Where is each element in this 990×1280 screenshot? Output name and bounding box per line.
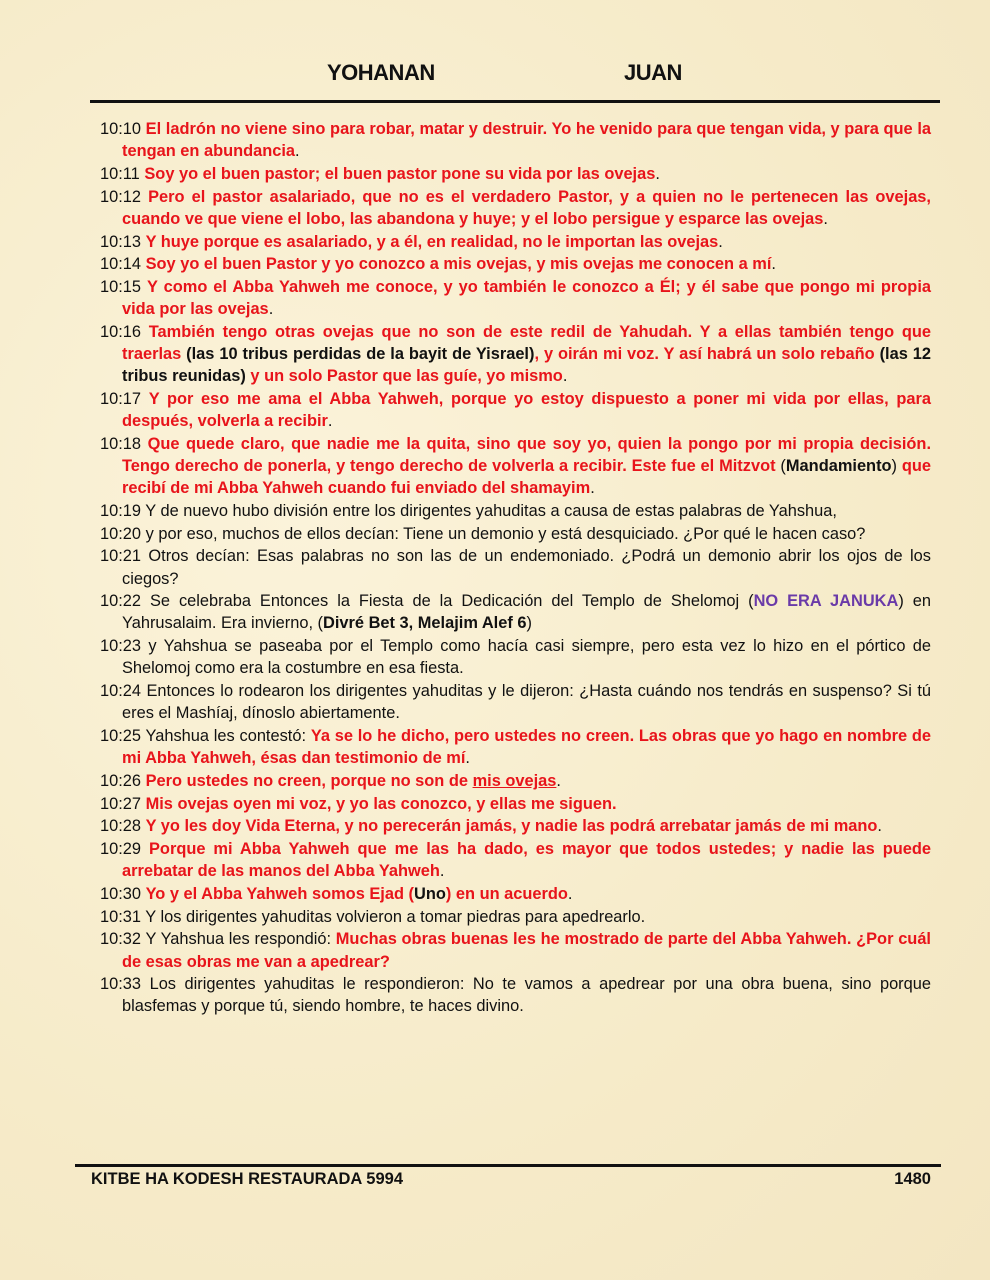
verse [100, 118, 931, 162]
verse-text-plain: ) [891, 457, 902, 476]
verse-list [100, 118, 931, 1018]
verse-ref: 10:25 [100, 726, 142, 745]
verse-ref: 10:15 [100, 277, 142, 296]
verse [100, 883, 931, 905]
verse-text-red: Pero ustedes no creen, porque no son de [145, 771, 473, 790]
verse [100, 906, 931, 928]
verse-text-plain: Otros decían: Esas palabras no son las de un endemoniado. ¿Podrá un demonio abrir los ojos de los ciegos? [122, 547, 931, 588]
verse-text-plain: . [655, 164, 660, 183]
verse-text-plain: Y de nuevo hubo división entre los dirigentes yahuditas a causa de estas palabras de Yahshua, [145, 501, 837, 520]
verse-text-plain: . [562, 367, 568, 386]
verse-text-plain: . [556, 771, 561, 790]
verse-text-red: Y por eso me ama el Abba Yahweh, porque yo estoy dispuesto a poner mi vida por ellas, para después, volverla a recibir [122, 389, 931, 431]
verse-text-red: Ya se lo he dicho, pero ustedes no creen. Las obras que yo hago en nombre de mi Abba Yahweh, ésas dan testimonio de mí [122, 726, 931, 768]
verse [100, 590, 931, 634]
verse [100, 163, 931, 185]
verse-text-red: Yo y el Abba Yahweh somos Ejad ( [145, 884, 414, 903]
verse-ref: 10:33 [100, 975, 142, 994]
verse-text-plain: . [590, 479, 595, 498]
verse [100, 388, 931, 432]
verse-ref: 10:29 [100, 840, 142, 858]
verse-text-bold: (las 12 tribus reunidas) [122, 345, 931, 386]
verse-text-plain: y Yahshua se paseaba por el Templo como hacía casi siempre, pero esta vez lo hizo en el pórtico de Shelomoj como era la costumbre en esa fiesta. [122, 637, 931, 678]
verse-ref: 10:26 [100, 771, 142, 790]
header-rule [90, 100, 940, 103]
verse [100, 725, 931, 769]
verse-text-plain: Y los dirigentes yahuditas volvieron a tomar piedras para apedrearlo. [145, 907, 646, 926]
verse [100, 186, 931, 230]
verse [100, 253, 931, 275]
page-footer [91, 1170, 931, 1189]
verse-ref: 10:10 [100, 120, 142, 138]
verse [100, 770, 931, 792]
verse [100, 680, 931, 724]
verse [100, 321, 931, 388]
verse-text-plain: y por eso, muchos de ellos decían: Tiene un demonio y está desquiciado. ¿Por qué le hacen caso? [145, 524, 866, 543]
verse-text-plain: Los dirigentes yahuditas le respondieron: No te vamos a apedrear por una obra buena, sino porque blasfemas y porque tú, siendo hombre, te haces divino. [122, 975, 931, 1016]
verse [100, 500, 931, 522]
verse-text-plain: ) [526, 614, 532, 633]
verse [100, 793, 931, 815]
verse-text-plain: . [877, 817, 882, 836]
verse-ref: 10:32 [100, 930, 142, 949]
verse-text-red: , y oirán mi voz. Y así habrá un solo rebaño [534, 345, 875, 364]
verse [100, 928, 931, 972]
verse-text-plain: . [465, 749, 470, 768]
verse [100, 545, 931, 589]
header-title-spanish: JUAN [624, 60, 682, 85]
verse-text-red: Soy yo el buen Pastor y yo conozco a mis ovejas, y mis ovejas me conocen a mí [145, 255, 772, 274]
verse-text-plain: . [295, 142, 300, 161]
verse-ref: 10:14 [100, 255, 142, 274]
verse-ref: 10:21 [100, 547, 142, 566]
verse-ref: 10:30 [100, 884, 142, 903]
verse-text-plain: . [718, 232, 723, 251]
header-title-hebrew: YOHANAN [327, 60, 435, 85]
verse-ref: 10:12 [100, 187, 142, 206]
verse-text-plain: . [268, 300, 274, 319]
verse [100, 635, 931, 679]
verse-text-red: Y huye porque es asalariado, y a él, en realidad, no le importan las ovejas [145, 232, 719, 251]
page-number: 1480 [894, 1170, 931, 1188]
verse-text-red: Que quede claro, que nadie me la quita, sino que soy yo, quien la pongo por mi propia decisión. Tengo derecho de ponerla, y tengo derecho de volverla a recibir. Este fue el Mitzvot [122, 434, 931, 476]
verse-text-plain: . [567, 884, 573, 903]
verse-text-bold: (las 10 tribus perdidas de la bayit de Yisrael) [181, 345, 535, 364]
verse-text-red: y un solo Pastor que las guíe, yo mismo [245, 367, 563, 386]
verse-text-purple: NO ERA JANUKA [753, 592, 899, 611]
verse-text-plain: . [771, 255, 776, 274]
verse-text-red: También tengo otras ovejas que no son de este redil de Yahudah. Y a ellas también tengo que traerlas [122, 322, 932, 364]
page-header [0, 58, 990, 90]
verse-ref: 10:18 [100, 434, 142, 453]
verse-text-red: El ladrón no viene sino para robar, matar y destruir. Yo he venido para que tengan vida, y para que la tengan en abundancia [122, 120, 931, 161]
verse-ref: 10:20 [100, 524, 142, 543]
verse-text-red: Y yo les doy Vida Eterna, y no perecerán jamás, y nadie las podrá arrebatar jamás de mi mano [145, 817, 878, 836]
verse [100, 838, 931, 882]
verse-text-plain: Y Yahshua les respondió: [145, 930, 336, 949]
verse-ref: 10:11 [100, 164, 140, 183]
verse-text-bold: Mandamiento [785, 457, 892, 476]
verse-text-plain: . [327, 412, 333, 431]
verse-text-red: Porque mi Abba Yahweh que me las ha dado, es mayor que todos ustedes; y nadie las puede arrebatar de las manos del Abba Yahweh [122, 840, 931, 881]
verse-text-red: Muchas obras buenas les he mostrado de parte del Abba Yahweh. ¿Por cuál de esas obras me van a apedrear? [122, 930, 931, 971]
verse [100, 973, 931, 1017]
verse-text-red: que recibí de mi Abba Yahweh cuando fui enviado del shamayim [122, 457, 932, 498]
verse-ref: 10:19 [100, 501, 142, 520]
verse-text-plain: . [823, 209, 828, 228]
verse-text-red: ) en un acuerdo [445, 884, 568, 903]
verse-text-bold: Uno [414, 884, 446, 903]
verse-text-red: Soy yo el buen pastor; el buen pastor pone su vida por las ovejas [144, 164, 656, 183]
verse-ref: 10:27 [100, 794, 142, 813]
verse-ref: 10:31 [100, 907, 142, 926]
footer-rule [75, 1164, 941, 1167]
verse [100, 433, 931, 500]
footer-book-title: KITBE HA KODESH RESTAURADA 5994 [91, 1170, 404, 1188]
verse-text-red: Pero el pastor asalariado, que no es el verdadero Pastor, y a quien no le pertenecen las ovejas, cuando ve que viene el lobo, las abandona y huye; y el lobo persigue y esparce las ovejas [122, 187, 931, 228]
verse-text-plain: ( [775, 457, 786, 476]
verse [100, 523, 931, 545]
verse-ref: 10:16 [100, 322, 142, 341]
verse-ref: 10:13 [100, 232, 142, 251]
verse-text-plain: . [439, 862, 445, 881]
verse-text-bold: Divré Bet 3, Melajim Alef 6 [323, 614, 527, 633]
verse-ref: 10:23 [100, 637, 142, 656]
verse-ref: 10:24 [100, 682, 142, 701]
verse [100, 815, 931, 837]
verse-text-plain: Entonces lo rodearon los dirigentes yahuditas y le dijeron: ¿Hasta cuándo nos tendrás en suspenso? Si tú eres el Mashíaj, dínoslo abiertamente. [122, 682, 931, 723]
verse-text-red: Mis ovejas oyen mi voz, y yo las conozco, y ellas me siguen. [145, 794, 617, 813]
verse-text-plain: Se celebraba Entonces la Fiesta de la Dedicación del Templo de Shelomoj ( [149, 592, 754, 611]
verse-text-plain: Yahshua les contestó: [145, 726, 311, 745]
verse-text-plain: ) en Yahrusalaim. Era invierno, ( [122, 592, 931, 633]
verse-ref: 10:22 [100, 592, 142, 611]
verse-ref: 10:28 [100, 817, 142, 836]
verse [100, 276, 931, 320]
verse-ref: 10:17 [100, 389, 142, 408]
verse-text-red: Y como el Abba Yahweh me conoce, y yo también le conozco a Él; y él sabe que pongo mi propia vida por las ovejas [122, 277, 931, 319]
verse-text-redu: mis ovejas [472, 771, 557, 790]
verse [100, 231, 931, 253]
